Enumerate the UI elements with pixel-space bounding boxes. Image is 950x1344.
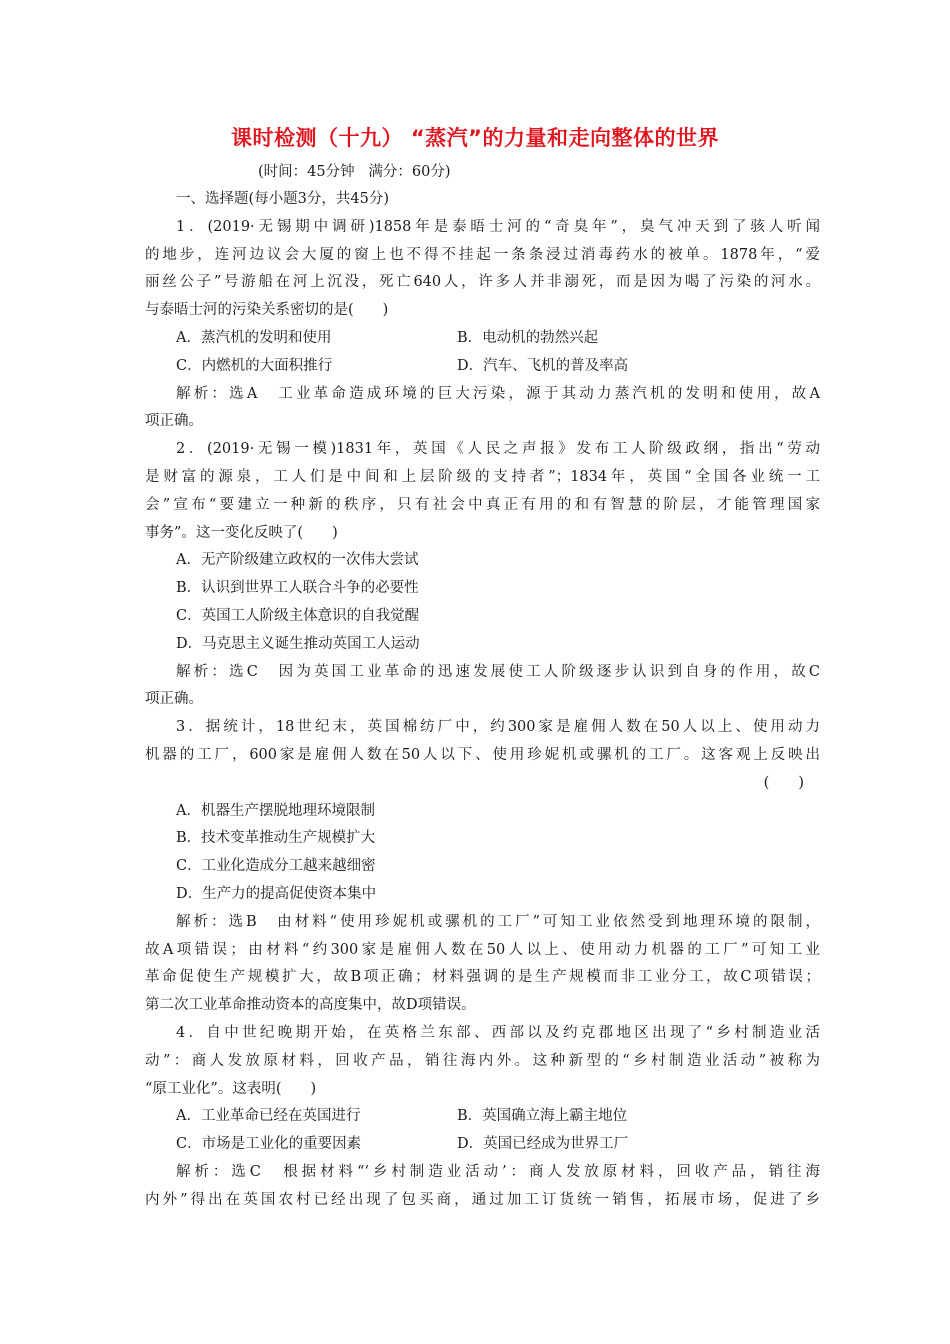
q1-option-c: C．内燃机的大面积推行 (176, 357, 333, 374)
q3-answer-blank: ( ) (763, 774, 804, 791)
q4-options-row (145, 1131, 820, 1159)
q4-option-d: D．英国已经成为世界工厂 (457, 1136, 629, 1153)
section-heading: 一、选择题(每小题3分，共45分) (176, 191, 389, 207)
q4-options-row (145, 1103, 820, 1131)
q3-option-c: C．工业化造成分工越来越细密 (176, 858, 376, 875)
q4-explanation-line: 解析：选C 根据材料“‘乡村制造业活动’：商人发放原材料，回收产品，销往海 (176, 1163, 820, 1180)
q2-option-a: A．无产阶级建立政权的一次伟大尝试 (176, 552, 419, 569)
q2-option-b: B．认识到世界工人联合斗争的必要性 (176, 580, 419, 597)
q3-option-d: D．生产力的提高促使资本集中 (176, 885, 377, 902)
q3-explanation-line: 解析：选B 由材料“使用珍妮机或骡机的工厂”可知工业依然受到地理环境的限制， (176, 913, 820, 930)
q3-option-b: B．技术变革推动生产规模扩大 (176, 830, 376, 847)
q2-stem-line: 2．(2019·无锡一模)1831年，英国《人民之声报》发布工人阶级政纲，指出“劳动 (176, 441, 820, 458)
q1-option-d: D．汽车、飞机的普及率高 (457, 357, 629, 374)
q3-explanation-line: 故A项错误；由材料“约300家是雇佣人数在50人以上、使用动力机器的工厂”可知工业 (145, 941, 820, 958)
q3-explanation-line: 第二次工业革命推动资本的高度集中，故D项错误。 (145, 997, 476, 1014)
q1-stem-line: 与泰晤士河的污染关系密切的是( ) (145, 302, 389, 319)
q4-stem-line: 4．自中世纪晚期开始，在英格兰东部、西部以及约克郡地区出现了“乡村制造业活 (176, 1024, 820, 1041)
q1-stem-line: 1．(2019·无锡期中调研)1858年是泰晤士河的“奇臭年”，臭气冲天到了骇人听闻 (176, 218, 820, 235)
q1-explanation-line: 项正确。 (145, 413, 203, 430)
q2-option-d: D．马克思主义诞生推动英国工人运动 (176, 635, 420, 652)
q2-explanation-line: 项正确。 (145, 691, 203, 708)
q1-option-b: B．电动机的勃然兴起 (457, 329, 599, 346)
q3-option-a: A．机器生产摆脱地理环境限制 (176, 802, 375, 819)
q2-explanation-line: 解析：选C 因为英国工业革命的迅速发展使工人阶级逐步认识到自身的作用，故C (176, 663, 820, 680)
q1-stem-line: 的地步，连河边议会大厦的窗上也不得不挂起一条条浸过消毒药水的被单。1878年，“爱 (145, 246, 820, 263)
time-score-info: (时间：45分钟 满分：60分) (258, 164, 451, 180)
question-content (145, 186, 820, 1214)
q2-stem-line: 事务”。这一变化反映了( ) (145, 524, 338, 541)
q1-stem-line: 丽丝公子”号游船在河上沉没，死亡640人，许多人并非溺死，而是因为喝了污染的河水。 (145, 274, 820, 291)
q1-options-row (145, 325, 820, 353)
q4-option-c: C．市场是工业化的重要因素 (176, 1136, 362, 1153)
q4-explanation-line: 内外”得出在英国农村已经出现了包买商，通过加工订货统一销售，拓展市场，促进了乡 (145, 1191, 820, 1208)
q4-option-b: B．英国确立海上霸主地位 (457, 1108, 628, 1125)
q3-stem-line: 机器的工厂，600家是雇佣人数在50人以下、使用珍妮机或骡机的工厂。这客观上反映出 (145, 746, 820, 763)
q4-option-a: A．工业革命已经在英国进行 (176, 1108, 361, 1125)
q1-option-a: A．蒸汽机的发明和使用 (176, 329, 332, 346)
q4-stem-line: 动”：商人发放原材料，回收产品，销往海内外。这种新型的“乡村制造业活动”被称为 (145, 1052, 820, 1069)
q2-option-c: C．英国工人阶级主体意识的自我觉醒 (176, 607, 420, 624)
q2-stem-line: 会”宣布“要建立一种新的秩序，只有社会中真正有用的和有智慧的阶层，才能管理国家 (145, 496, 820, 513)
q1-explanation-line: 解析：选A 工业革命造成环境的巨大污染，源于其动力蒸汽机的发明和使用，故A (176, 385, 820, 402)
page-title: 课时检测（十九） “蒸汽”的力量和走向整体的世界 (231, 126, 719, 150)
q1-options-row (145, 353, 820, 381)
q4-stem-line: “原工业化”。这表明( ) (145, 1080, 317, 1097)
q2-stem-line: 是财富的源泉，工人们是中间和上层阶级的支持者”；1834年，英国“全国各业统一工 (145, 468, 820, 485)
q3-stem-line: 3．据统计，18世纪末，英国棉纺厂中，约300家是雇佣人数在50人以上、使用动力 (176, 719, 820, 736)
q3-explanation-line: 革命促使生产规模扩大，故B项正确；材料强调的是生产规模而非工业分工，故C项错误； (145, 969, 820, 986)
